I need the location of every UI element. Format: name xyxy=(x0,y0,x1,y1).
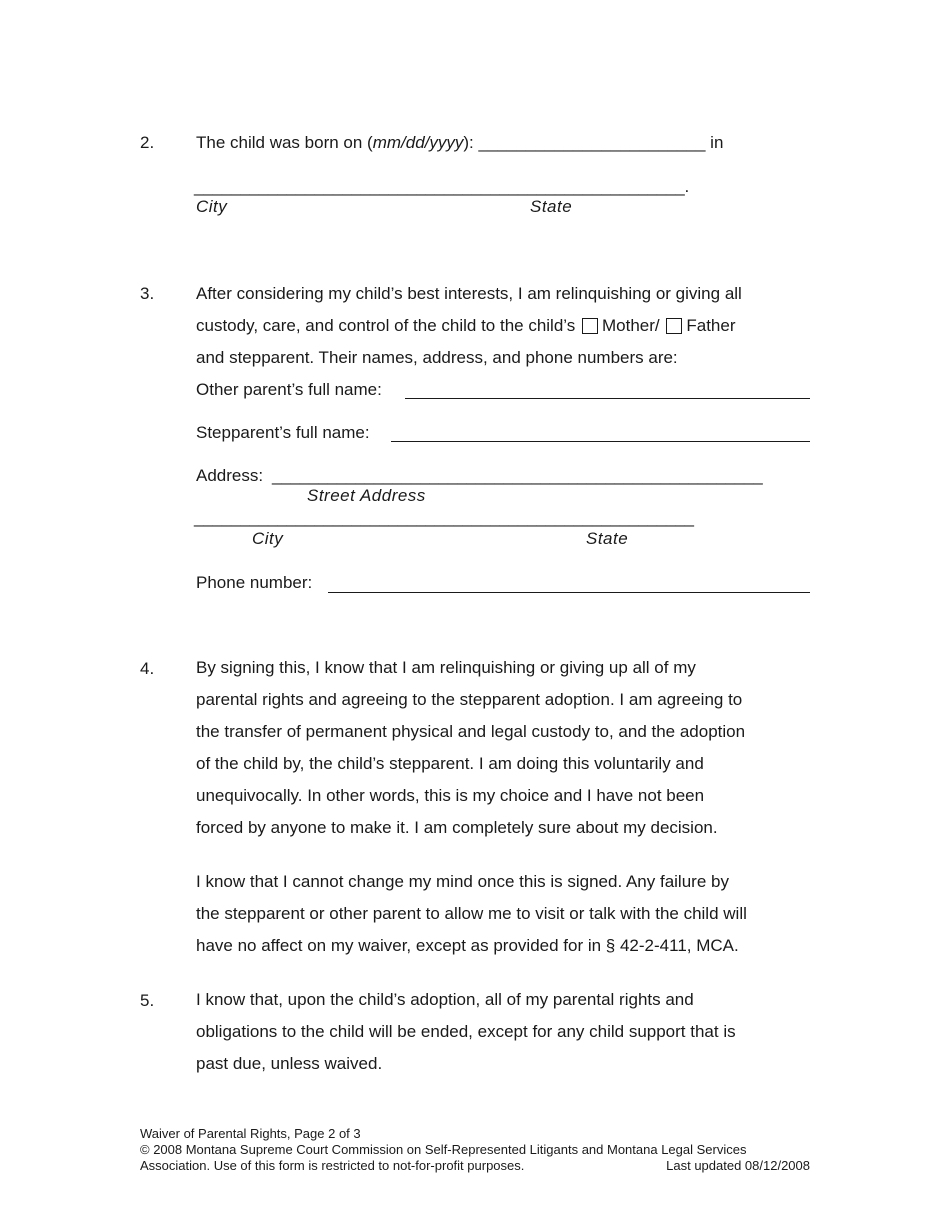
other-parent-name-field[interactable] xyxy=(405,398,810,399)
birth-location-field[interactable]: _____________________________________________________. xyxy=(194,177,690,196)
phone-number-field[interactable] xyxy=(328,592,810,593)
item-3-number: 3. xyxy=(140,284,155,303)
footer-last-updated: Last updated 08/12/2008 xyxy=(666,1158,810,1173)
phone-label: Phone number: xyxy=(196,573,313,592)
city-state-field[interactable]: ______________________________________________________ xyxy=(194,508,694,527)
item-4-line: By signing this, I know that I am relinquishing or giving up all of my xyxy=(196,658,696,677)
mother-label: Mother/ xyxy=(602,316,660,335)
item-4-line: parental rights and agreeing to the stepparent adoption. I am agreeing to xyxy=(196,690,743,709)
item-4-line: I know that I cannot change my mind once this is signed. Any failure by xyxy=(196,872,729,891)
item-4-line: have no affect on my waiver, except as provided for in § 42-2-411, MCA. xyxy=(196,936,739,955)
item-3-line-2-text: custody, care, and control of the child to the child’s xyxy=(196,316,576,335)
birth-date-text-before: The child was born on ( xyxy=(196,133,373,152)
item-3-line-2 xyxy=(196,316,736,336)
item-3-line-3: and stepparent. Their names, address, and phone numbers are: xyxy=(196,348,678,367)
item-4-paragraph-1 xyxy=(196,652,816,844)
father-label: Father xyxy=(686,316,736,335)
birth-city-caption: City xyxy=(196,197,228,216)
birth-date-text-after: ): xyxy=(463,133,474,152)
other-parent-label: Other parent’s full name: xyxy=(196,380,382,399)
birth-state-caption: State xyxy=(530,197,573,216)
item-4-line: unequivocally. In other words, this is my choice and I have not been xyxy=(196,786,705,805)
stepparent-label: Stepparent’s full name: xyxy=(196,423,370,442)
item-2-birth-date-line xyxy=(196,133,723,153)
item-4-line: the stepparent or other parent to allow me to visit or talk with the child will xyxy=(196,904,747,923)
footer-title: Waiver of Parental Rights, Page 2 of 3 xyxy=(140,1126,361,1141)
item-5-line: I know that, upon the child’s adoption, all of my parental rights and xyxy=(196,990,694,1009)
street-address-caption: Street Address xyxy=(307,486,426,505)
word-in: in xyxy=(710,133,724,152)
father-checkbox[interactable] xyxy=(666,318,682,334)
item-4-number: 4. xyxy=(140,659,155,678)
street-address-field[interactable]: _____________________________________________________ xyxy=(272,466,763,485)
address-city-caption: City xyxy=(252,529,284,548)
item-4-line: the transfer of permanent physical and legal custody to, and the adoption xyxy=(196,722,746,741)
item-4-line: forced by anyone to make it. I am completely sure about my decision. xyxy=(196,818,718,837)
date-format-hint: mm/dd/yyyy xyxy=(372,133,464,152)
item-5-paragraph xyxy=(196,984,816,1080)
footer-restriction: Association. Use of this form is restricted to not-for-profit purposes. xyxy=(140,1158,525,1173)
item-5-line: obligations to the child will be ended, except for any child support that is xyxy=(196,1022,736,1041)
stepparent-name-field[interactable] xyxy=(391,441,810,442)
item-2-number: 2. xyxy=(140,133,155,152)
item-4-line: of the child by, the child’s stepparent. I am doing this voluntarily and xyxy=(196,754,704,773)
item-5-line: past due, unless waived. xyxy=(196,1054,383,1073)
item-5-number: 5. xyxy=(140,991,155,1010)
item-3-line-1: After considering my child’s best interests, I am relinquishing or giving all xyxy=(196,284,742,303)
address-state-caption: State xyxy=(586,529,629,548)
footer-copyright: © 2008 Montana Supreme Court Commission on Self-Represented Litigants and Montana Legal Services xyxy=(140,1142,747,1157)
birth-date-field[interactable]: ________________________ xyxy=(478,133,706,152)
address-label: Address: xyxy=(196,466,264,485)
item-4-paragraph-2 xyxy=(196,866,816,962)
mother-checkbox[interactable] xyxy=(582,318,598,334)
